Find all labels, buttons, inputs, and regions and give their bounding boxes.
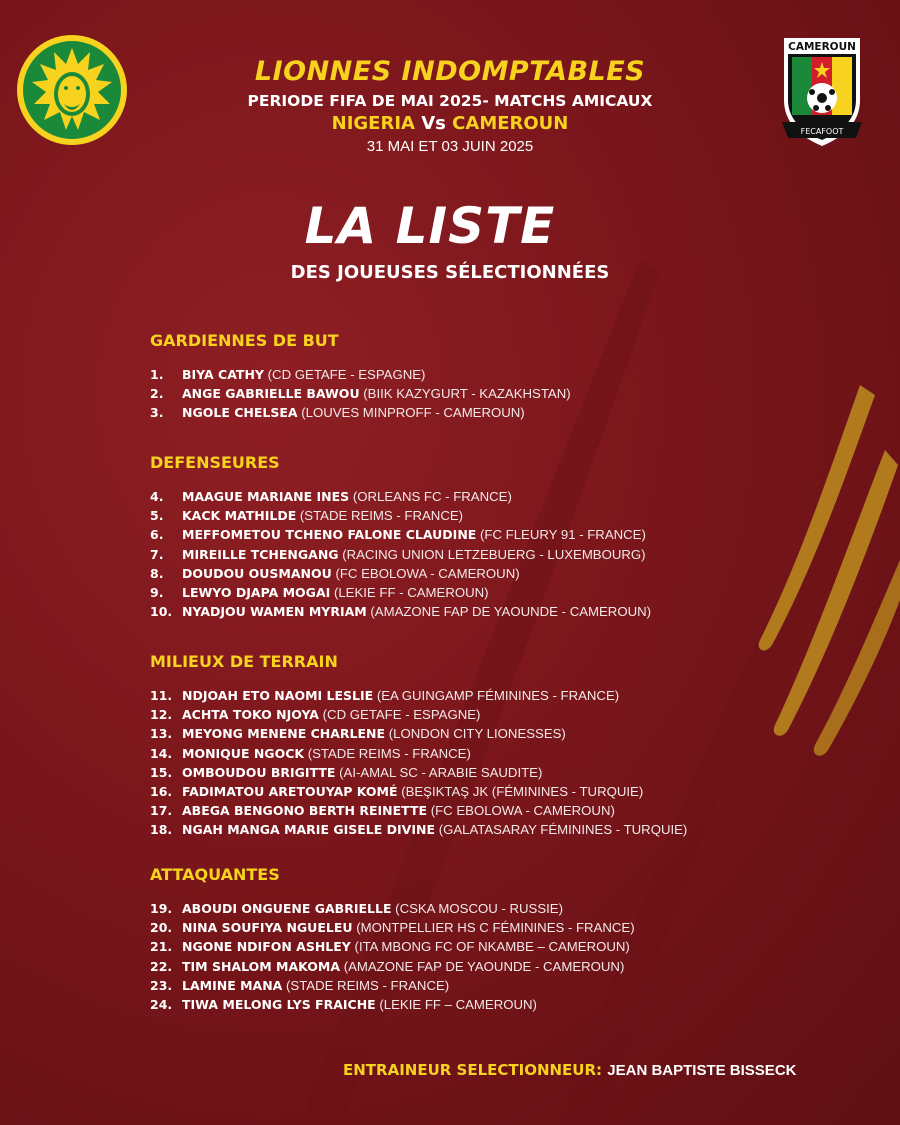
player-name: NGAH MANGA MARIE GISELE DIVINE xyxy=(182,822,436,838)
player-row xyxy=(150,918,870,937)
player-number: 3. xyxy=(150,405,164,421)
fecafoot-badge xyxy=(772,30,872,150)
player-club: (STADE REIMS - FRANCE) xyxy=(299,508,464,524)
player-number: 10. xyxy=(150,604,173,620)
player-name: NGONE NDIFON ASHLEY xyxy=(182,939,351,955)
player-row xyxy=(150,487,870,506)
player-row xyxy=(150,899,870,918)
player-row xyxy=(150,957,870,976)
player-row xyxy=(150,583,870,602)
header xyxy=(180,56,720,158)
player-list xyxy=(150,487,870,621)
section-title: DEFENSEURES xyxy=(150,453,280,472)
player-club: (CD GETAFE - ESPAGNE) xyxy=(322,707,481,723)
player-number: 22. xyxy=(150,958,173,974)
player-club: (LONDON CITY LIONESSES) xyxy=(388,726,566,742)
list-subtitle: DES JOUEUSES SÉLECTIONNÉES xyxy=(290,262,610,283)
player-number: 19. xyxy=(150,901,173,916)
coach-line xyxy=(343,1059,883,1082)
match-home: NIGERIA xyxy=(331,113,415,134)
section-title: ATTAQUANTES xyxy=(150,865,280,884)
player-club: (LEKIE FF – CAMEROUN) xyxy=(379,996,537,1012)
player-club: (FC FLEURY 91 - FRANCE) xyxy=(480,527,646,543)
player-club: (BEŞIKTAŞ JK (FÉMININES - TURQUIE) xyxy=(401,783,644,799)
player-row xyxy=(150,724,870,743)
player-club: (CD GETAFE - ESPAGNE) xyxy=(267,367,426,382)
player-name: TIM SHALOM MAKOMA xyxy=(182,958,341,974)
player-number: 7. xyxy=(150,546,164,562)
player-name: NYADJOU WAMEN MYRIAM xyxy=(182,604,367,620)
team-name: LIONNES INDOMPTABLES xyxy=(254,56,646,87)
lion-logo xyxy=(16,34,128,146)
player-row xyxy=(150,525,870,544)
badge-top-text: CAMEROUN xyxy=(788,41,856,53)
player-club: (MONTPELLIER HS C FÉMININES - FRANCE) xyxy=(356,920,635,936)
player-name: NINA SOUFIYA NGUELEU xyxy=(182,920,353,936)
player-name: DOUDOU OUSMANOU xyxy=(182,565,332,581)
player-row xyxy=(150,384,870,403)
player-number: 8. xyxy=(150,565,164,581)
player-club: (ORLEANS FC - FRANCE) xyxy=(352,489,512,504)
player-row xyxy=(150,545,870,564)
player-club: (RACING UNION LETZEBUERG - LUXEMBOURG) xyxy=(342,546,646,562)
match-title xyxy=(180,112,720,136)
player-list xyxy=(150,686,870,840)
player-name: LEWYO DJAPA MOGAI xyxy=(182,584,331,600)
player-number: 17. xyxy=(150,803,173,819)
player-number: 16. xyxy=(150,783,173,799)
player-club: (STADE REIMS - FRANCE) xyxy=(286,977,450,993)
section-title: MILIEUX DE TERRAIN xyxy=(150,652,338,671)
section-defenders xyxy=(150,452,870,621)
player-name: ABOUDI ONGUENE GABRIELLE xyxy=(182,901,392,916)
player-row xyxy=(150,403,870,422)
match-vs: Vs xyxy=(421,113,446,134)
coach-label: ENTRAINEUR SELECTIONNEUR: xyxy=(343,1061,603,1079)
player-club: (BIIK KAZYGURT - KAZAKHSTAN) xyxy=(363,386,571,402)
player-number: 1. xyxy=(150,367,164,382)
player-number: 9. xyxy=(150,584,164,600)
player-number: 13. xyxy=(150,726,173,742)
player-number: 21. xyxy=(150,939,173,955)
player-row xyxy=(150,820,870,839)
player-number: 18. xyxy=(150,822,173,838)
player-list xyxy=(150,899,870,1014)
player-club: (AI-AMAL SC - ARABIE SAUDITE) xyxy=(339,764,543,780)
player-row xyxy=(150,976,870,995)
player-name: NDJOAH ETO NAOMI LESLIE xyxy=(182,688,374,703)
player-club: (GALATASARAY FÉMININES - TURQUIE) xyxy=(438,822,688,838)
player-number: 2. xyxy=(150,386,164,402)
player-name: LAMINE MANA xyxy=(182,977,283,993)
player-name: MEYONG MENENE CHARLENE xyxy=(182,726,386,742)
player-number: 12. xyxy=(150,707,173,723)
player-club: (AMAZONE FAP DE YAOUNDE - CAMEROUN) xyxy=(343,958,625,974)
player-number: 14. xyxy=(150,745,173,761)
player-club: (LEKIE FF - CAMEROUN) xyxy=(333,584,489,600)
player-row xyxy=(150,763,870,782)
player-club: (AMAZONE FAP DE YAOUNDE - CAMEROUN) xyxy=(370,604,652,620)
player-row xyxy=(150,705,870,724)
player-name: MEFFOMETOU TCHENO FALONE CLAUDINE xyxy=(182,527,477,543)
player-number: 15. xyxy=(150,764,173,780)
player-row xyxy=(150,506,870,525)
player-number: 11. xyxy=(150,688,173,703)
period-text: PERIODE FIFA DE MAI 2025- MATCHS AMICAUX xyxy=(247,92,653,110)
section-forwards xyxy=(150,864,870,1014)
player-number: 20. xyxy=(150,920,173,936)
player-club: (EA GUINGAMP FÉMININES - FRANCE) xyxy=(376,688,620,703)
player-club: (ITA MBONG FC OF NKAMBE – CAMEROUN) xyxy=(354,939,630,955)
player-club: (FC EBOLOWA - CAMEROUN) xyxy=(430,803,615,819)
player-number: 4. xyxy=(150,489,164,504)
player-list xyxy=(150,365,870,423)
player-name: FADIMATOU ARETOUYAP KOMÉ xyxy=(182,783,398,799)
badge-bottom-text: FECAFOOT xyxy=(800,127,844,136)
player-name: MIREILLE TCHENGANG xyxy=(182,546,339,562)
player-name: BIYA CATHY xyxy=(182,367,264,382)
player-row xyxy=(150,686,870,705)
section-title: GARDIENNES DE BUT xyxy=(150,331,339,350)
player-number: 24. xyxy=(150,996,173,1012)
player-name: MAAGUE MARIANE INES xyxy=(182,489,350,504)
player-name: MONIQUE NGOCK xyxy=(182,745,305,761)
player-row xyxy=(150,365,870,384)
player-club: (FC EBOLOWA - CAMEROUN) xyxy=(335,565,520,581)
player-row xyxy=(150,782,870,801)
list-title: LA LISTE xyxy=(304,197,556,255)
player-row xyxy=(150,801,870,820)
player-row xyxy=(150,564,870,583)
player-name: KACK MATHILDE xyxy=(182,508,297,524)
player-club: (CSKA MOSCOU - RUSSIE) xyxy=(395,901,563,916)
player-number: 23. xyxy=(150,977,173,993)
player-name: OMBOUDOU BRIGITTE xyxy=(182,764,336,780)
player-number: 5. xyxy=(150,508,164,524)
player-name: ANGE GABRIELLE BAWOU xyxy=(182,386,360,402)
player-name: ABEGA BENGONO BERTH REINETTE xyxy=(182,803,428,819)
player-row xyxy=(150,744,870,763)
player-name: ACHTA TOKO NJOYA xyxy=(182,707,319,723)
match-dates: 31 MAI ET 03 JUIN 2025 xyxy=(366,138,534,155)
player-club: (LOUVES MINPROFF - CAMEROUN) xyxy=(301,405,525,421)
player-name: NGOLE CHELSEA xyxy=(182,405,298,421)
player-club: (STADE REIMS - FRANCE) xyxy=(307,745,471,761)
match-away: CAMEROUN xyxy=(452,113,569,134)
coach-name: JEAN BAPTISTE BISSECK xyxy=(607,1062,797,1079)
player-name: TIWA MELONG LYS FRAICHE xyxy=(182,996,376,1012)
section-goalkeepers xyxy=(150,330,870,423)
player-row xyxy=(150,937,870,956)
player-number: 6. xyxy=(150,527,164,543)
section-midfielders xyxy=(150,651,870,840)
player-row xyxy=(150,602,870,621)
player-row xyxy=(150,995,870,1014)
